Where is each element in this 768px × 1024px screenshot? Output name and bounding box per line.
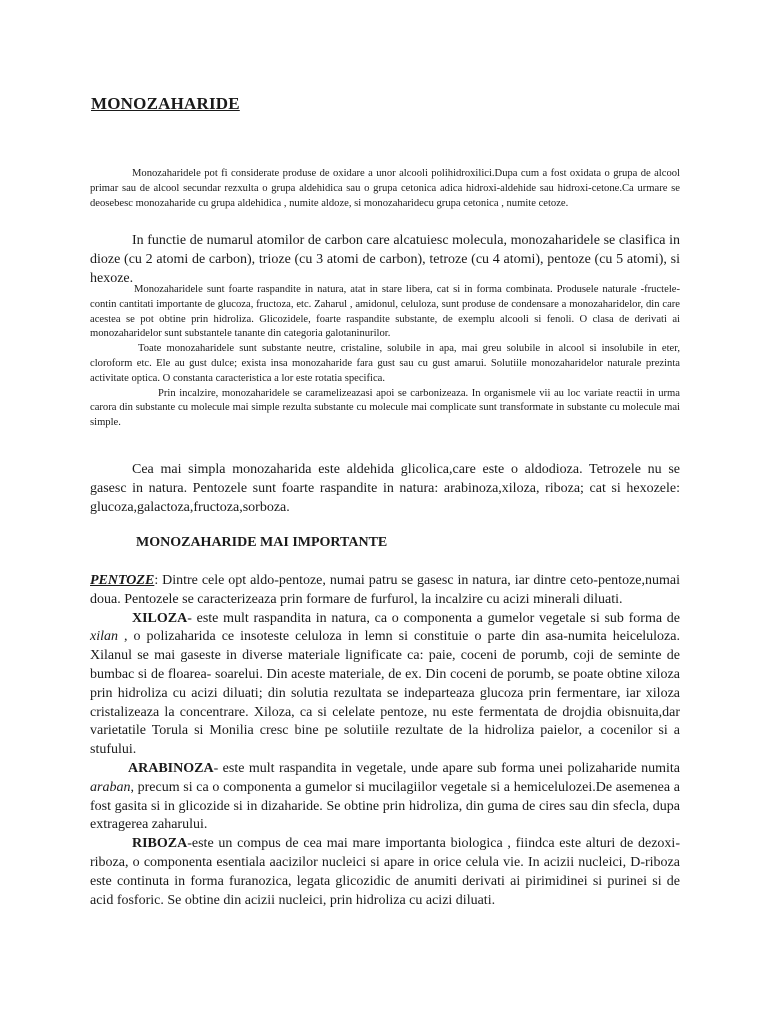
simplest-paragraph: Cea mai simpla monozaharida este aldehida glicolica,care este o aldodioza. Tetrozele nu se gasesc in natura. Pentozele sunt foarte raspandite in natura: arabinoza,xiloza, riboza; cat si hexozele: glucoza,galactoza,fructoza,sorboza. (90, 462, 680, 515)
page-title: MONOZAHARIDE (91, 94, 240, 113)
xiloza-paragraph (90, 610, 680, 760)
arabinoza-text-a: - este mult raspandita in vegetale, unde apare sub forma unei polizaharide numita (213, 760, 680, 776)
pentoze-label: PENTOZE (90, 573, 155, 588)
xiloza-label: XILOZA (132, 610, 188, 626)
riboza-text: -este un compus de cea mai mare importanta biologica , fiindca este alturi de dezoxi-riboza, o componenta esentiala aacizilor nucleici si apare in orice celula vie. In acizii nucleici, D-riboza este continuta in forma furanozica, legata glicozidic de anumiti derivati ai pirimidinei si purinei si de acid fosforic. Se obtine din acizii nucleici, prin hidroliza cu acizi diluati. (90, 836, 680, 908)
xiloza-text-a: - este mult raspandita in natura, ca o componenta a gumelor vegetale si sub forma de (187, 610, 680, 626)
arabinoza-text-b: , precum si ca o componenta a gumelor si mucilagiilor vegetale si a hemicelulozei.De asemenea a fost gasita si in glicozide si in dizaharide. Se obtine prin hidroliza, din guma de cires sau din sfecla, dupa extragerea zaharului. (90, 779, 680, 833)
intro-paragraph-2: In functie de numarul atomilor de carbon care alcatuiesc molecula, monozaharidele se clasifica in dioze (cu 2 atomi de carbon), trioze (cu 3 atomi de carbon), tetroze (cu 4 atomi), pentoze (cu 5 atomi), si hexoze. (90, 233, 680, 286)
intro-paragraph-3: Monozaharidele sunt foarte raspandite in natura, atat in stare libera, cat si in forma combinata. Produsele naturale -fructele- contin cantitati importante de glucoza, fructoza, etc. Zaharul , amidonul, celuloza, sunt produse de condensare a monozaharidelor, din care acestea se pot obtine prin hidroliza. Glicozidele, foarte raspandite substante, de exemplu alcooli si fenoli. O clasa de derivati ai monozaharidelor sunt substantele tanante din categoria galotaninurilor. (90, 284, 680, 340)
pentoze-block (90, 572, 680, 910)
intro-paragraph-5: Prin incalzire, monozaharidele se caramelizeazasi apoi se carbonizeaza. In organismele vii au loc variate reactii in urma carora din substante cu molecule mai simple rezulta substante cu molecule mai complicate sunt transformate in substante cu molecule mai simple. (90, 387, 680, 429)
intro-paragraph-4: Toate monozaharidele sunt substante neutre, cristaline, solubile in apa, mai greu solubile in alcool si insolubile in eter, cloroform etc. Ele au gust dulce; exista insa monozaharide fara gust sau cu gust amarui. Solutiile monozaharidelor naturale prezinta activitate optica. O constanta caracteristica a lor este rotatia specifica. (90, 343, 680, 384)
intro-block (90, 167, 680, 211)
classification-block (90, 232, 680, 288)
intro-paragraph-1: Monozaharidele pot fi considerate produse de oxidare a unor alcooli polihidroxilici.Dupa cum a fost oxidata o grupa de alcool primar sau de alcool secundar rezxulta o grupa aldehidica sau o grupa cetonica adica hidroxi-aldehide sau hidroxi-cetone.Ca urmare se deosebesc monozaharide cu grupa aldehidica , numite aldoze, si monozaharidecu grupa cetonica , numite cetoze. (90, 168, 680, 209)
arabinoza-paragraph (90, 760, 680, 835)
occurrence-block (90, 283, 680, 431)
xiloza-text-b: , o polizaharida ce insoteste celuloza in lemn si constituie o parte din asa-numita heiceluloza. Xilanul se mai gaseste in diverse materiale lignificate ca: paie, coceni de porumb, coji de seminte de bumbac si de floarea- soarelui. Din aceste materiale, de ex. Din coceni de porumb, se poate obtine xiloza prin hidroliza cu acizi diluati; din solutia rezultata se indeparteaza glucoza prin fermentare, iar xiloza cristalizeaza la concentrare. Xiloza, ca si celelate pentoze, nu este fermentata de drojdia obisnuita,dar varietatile Torula si Monilia cresc bine pe solutiile rezultate de la hidroliza paielor, a cocenilor si a stufului. (90, 629, 680, 758)
pentoze-paragraph (90, 572, 680, 610)
riboza-paragraph (90, 835, 680, 910)
riboza-label: RIBOZA (132, 836, 188, 852)
xiloza-italic-term: xilan (90, 629, 118, 645)
arabinoza-italic-term: araban (90, 779, 131, 795)
arabinoza-label: ARABINOZA (128, 760, 214, 776)
simplest-block (90, 461, 680, 517)
pentoze-text: : Dintre cele opt aldo-pentoze, numai patru se gasesc in natura, iar dintre ceto-pentoze,numai doua. Pentozele se caracterizeaza prin formare de furfurol, la incalzire cu acizi minerali diluati. (90, 573, 680, 607)
section-heading: MONOZAHARIDE MAI IMPORTANTE (136, 535, 388, 550)
